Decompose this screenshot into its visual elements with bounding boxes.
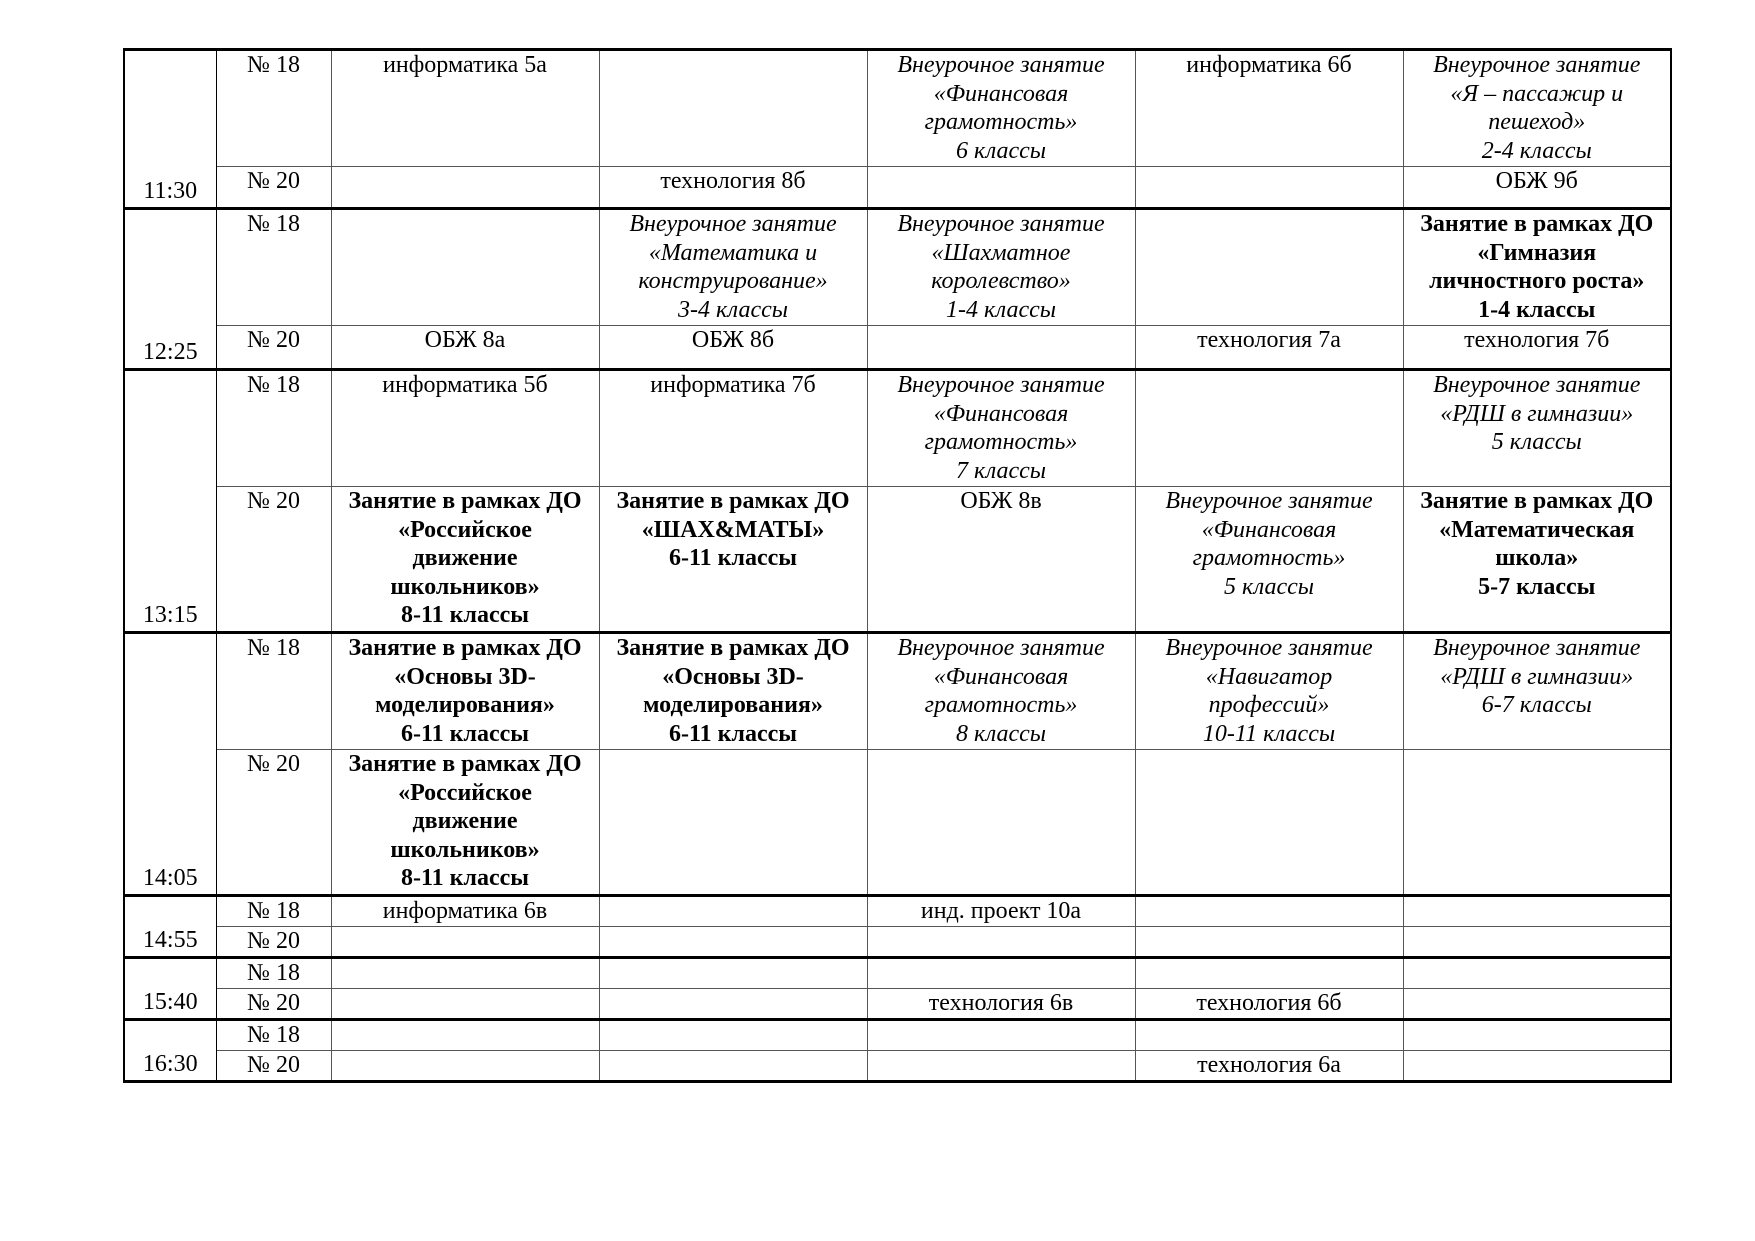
class-cell <box>599 167 867 209</box>
class-cell-line: технология 6а <box>1197 1052 1341 1078</box>
room-cell: № 20 <box>216 1051 331 1082</box>
class-cell <box>1403 633 1671 750</box>
room-cell: № 20 <box>216 326 331 370</box>
class-cell <box>599 487 867 633</box>
class-cell-line: школьников» <box>390 573 540 600</box>
class-cell-line: технология 6в <box>928 990 1074 1016</box>
class-cell-line: «Математика и <box>648 239 818 266</box>
class-cell <box>867 750 1135 896</box>
room-cell: № 20 <box>216 750 331 896</box>
class-cell-line: Внеурочное занятие <box>1165 635 1373 661</box>
class-cell <box>1135 167 1403 209</box>
class-cell-line: Внеурочное занятие <box>1433 372 1641 398</box>
table-row <box>124 1051 1671 1082</box>
class-cell <box>867 209 1135 326</box>
class-cell-line: Занятие в рамках ДО <box>348 751 582 777</box>
table-row <box>124 167 1671 209</box>
class-cell <box>1403 927 1671 958</box>
class-cell <box>1403 1020 1671 1051</box>
class-cell <box>1403 50 1671 167</box>
class-cell <box>1135 896 1403 927</box>
class-cell-line: «РДШ в гимназии» <box>1440 663 1634 690</box>
class-cell <box>331 633 599 750</box>
class-cell <box>1135 50 1403 167</box>
class-cell <box>1135 989 1403 1020</box>
class-cell-line: 5-7 классы <box>1478 573 1596 600</box>
class-cell <box>331 989 599 1020</box>
class-cell <box>1135 1020 1403 1051</box>
class-cell <box>1403 989 1671 1020</box>
class-cell <box>599 989 867 1020</box>
class-cell-line: 6-11 классы <box>668 720 797 747</box>
table-row <box>124 958 1671 989</box>
time-slot-cell: 16:30 <box>124 1020 216 1082</box>
class-cell-line: «Финансовая <box>1201 516 1337 543</box>
class-cell-line: Внеурочное занятие <box>897 211 1105 237</box>
class-cell-line: ОБЖ 8в <box>960 488 1042 514</box>
class-cell-line: «Финансовая <box>933 663 1069 690</box>
class-cell <box>331 326 599 370</box>
class-cell-line: Занятие в рамках ДО <box>348 488 582 514</box>
class-cell-line: Занятие в рамках ДО <box>616 488 850 514</box>
class-cell <box>331 896 599 927</box>
class-cell-line: технология 7а <box>1197 327 1341 353</box>
class-cell-line: инд. проект 10а <box>920 898 1082 924</box>
class-cell-line: 3-4 классы <box>677 296 788 323</box>
class-cell-line: 2-4 классы <box>1481 137 1592 164</box>
time-slot-cell: 14:05 <box>124 633 216 896</box>
class-cell-line: Занятие в рамках ДО <box>1420 488 1654 514</box>
class-cell-line: конструирование» <box>638 268 828 294</box>
table-row <box>124 750 1671 896</box>
class-cell-line: профессий» <box>1208 692 1330 718</box>
class-cell-line: 6-7 классы <box>1481 692 1592 718</box>
class-cell-line: Занятие в рамках ДО <box>616 635 850 661</box>
table-row <box>124 927 1671 958</box>
class-cell-line: пешеход» <box>1488 109 1586 135</box>
class-cell-line: информатика 6б <box>1186 52 1352 78</box>
class-cell-line: информатика 5б <box>382 372 548 398</box>
class-cell-line: 10-11 классы <box>1202 720 1336 747</box>
class-cell-line: Внеурочное занятие <box>1165 488 1373 514</box>
class-cell-line: «РДШ в гимназии» <box>1440 400 1634 427</box>
class-cell <box>1403 487 1671 633</box>
time-slot-cell: 13:15 <box>124 370 216 633</box>
class-cell <box>331 487 599 633</box>
table-row <box>124 633 1671 750</box>
class-cell-line: «Российское <box>398 516 532 543</box>
class-cell <box>1135 927 1403 958</box>
class-cell <box>867 989 1135 1020</box>
class-cell-line: грамотность» <box>1192 545 1346 571</box>
class-cell <box>867 326 1135 370</box>
class-cell-line: технология 8б <box>660 168 806 194</box>
class-cell-line: Внеурочное занятие <box>1433 635 1641 661</box>
class-cell <box>1403 209 1671 326</box>
time-slot-cell: 14:55 <box>124 896 216 958</box>
class-cell-line: ОБЖ 9б <box>1495 168 1578 194</box>
class-cell-line: Внеурочное занятие <box>897 635 1105 661</box>
schedule-table <box>123 48 1672 1083</box>
class-cell <box>867 487 1135 633</box>
table-row <box>124 1020 1671 1051</box>
class-cell-line: Занятие в рамках ДО <box>1420 211 1654 237</box>
class-cell-line: моделирования» <box>375 692 555 718</box>
class-cell <box>1135 326 1403 370</box>
room-cell: № 18 <box>216 1020 331 1051</box>
class-cell-line: 7 классы <box>955 457 1047 484</box>
class-cell-line: королевство» <box>931 268 1071 294</box>
class-cell-line: «Российское <box>398 779 532 806</box>
class-cell <box>1135 487 1403 633</box>
class-cell-line: технология 6б <box>1196 990 1342 1016</box>
table-row <box>124 487 1671 633</box>
class-cell <box>331 927 599 958</box>
class-cell <box>1403 1051 1671 1082</box>
class-cell-line: 1-4 классы <box>945 296 1056 323</box>
class-cell-line: технология 7б <box>1464 327 1610 353</box>
room-cell: № 18 <box>216 209 331 326</box>
class-cell <box>1135 633 1403 750</box>
time-slot-cell: 15:40 <box>124 958 216 1020</box>
class-cell <box>867 50 1135 167</box>
class-cell-line: информатика 6в <box>382 898 548 924</box>
class-cell-line: 8 классы <box>955 720 1047 747</box>
class-cell-line: школа» <box>1495 545 1579 571</box>
table-row <box>124 50 1671 167</box>
class-cell-line: «Навигатор <box>1205 663 1333 690</box>
class-cell-line: «Гимназия <box>1477 239 1597 266</box>
class-cell-line: 6-11 классы <box>668 545 797 571</box>
class-cell-line: движение <box>412 808 518 834</box>
class-cell-line: моделирования» <box>643 692 823 718</box>
table-row <box>124 326 1671 370</box>
class-cell-line: 5 классы <box>1223 573 1315 600</box>
class-cell <box>331 209 599 326</box>
class-cell-line: Внеурочное занятие <box>897 372 1105 398</box>
class-cell <box>599 209 867 326</box>
class-cell-line: Внеурочное занятие <box>897 52 1105 78</box>
class-cell <box>867 927 1135 958</box>
class-cell <box>1135 1051 1403 1082</box>
class-cell-line: школьников» <box>390 836 540 863</box>
class-cell <box>1403 167 1671 209</box>
room-cell: № 20 <box>216 989 331 1020</box>
class-cell <box>1403 896 1671 927</box>
class-cell-line: «Основы 3D- <box>394 663 536 690</box>
class-cell-line: «Я – пассажир и <box>1450 80 1624 107</box>
class-cell <box>867 896 1135 927</box>
class-cell-line: грамотность» <box>924 429 1078 455</box>
class-cell-line: 5 классы <box>1491 429 1582 455</box>
class-cell-line: информатика 7б <box>650 372 816 398</box>
table-row <box>124 896 1671 927</box>
class-cell-line: 8-11 классы <box>400 602 529 628</box>
room-cell: № 18 <box>216 896 331 927</box>
room-cell: № 18 <box>216 633 331 750</box>
class-cell <box>331 958 599 989</box>
class-cell <box>1403 750 1671 896</box>
class-cell <box>867 370 1135 487</box>
class-cell <box>867 1020 1135 1051</box>
class-cell-line: движение <box>412 545 518 571</box>
class-cell <box>599 927 867 958</box>
room-cell: № 20 <box>216 487 331 633</box>
table-row <box>124 370 1671 487</box>
class-cell <box>1135 209 1403 326</box>
table-row <box>124 989 1671 1020</box>
class-cell <box>599 896 867 927</box>
class-cell <box>331 1020 599 1051</box>
class-cell-line: информатика 5а <box>383 52 547 78</box>
class-cell-line: Внеурочное занятие <box>1433 52 1641 78</box>
class-cell <box>331 370 599 487</box>
class-cell-line: ОБЖ 8а <box>424 327 506 353</box>
schedule-body <box>124 50 1671 1082</box>
class-cell <box>867 958 1135 989</box>
class-cell-line: грамотность» <box>924 692 1078 718</box>
class-cell-line: «Шахматное <box>931 239 1071 266</box>
class-cell-line: «Финансовая <box>933 400 1069 427</box>
class-cell-line: 1-4 классы <box>1478 296 1596 323</box>
class-cell <box>599 50 867 167</box>
class-cell <box>599 750 867 896</box>
room-cell: № 18 <box>216 958 331 989</box>
table-row <box>124 209 1671 326</box>
class-cell-line: грамотность» <box>924 109 1078 135</box>
room-cell: № 18 <box>216 370 331 487</box>
class-cell <box>867 1051 1135 1082</box>
class-cell <box>599 1051 867 1082</box>
class-cell-line: личностного роста» <box>1429 268 1645 294</box>
class-cell <box>1135 370 1403 487</box>
class-cell <box>867 167 1135 209</box>
room-cell: № 20 <box>216 927 331 958</box>
class-cell-line: 6 классы <box>955 137 1047 164</box>
class-cell <box>331 50 599 167</box>
class-cell-line: «Математическая <box>1439 516 1635 543</box>
class-cell <box>599 633 867 750</box>
class-cell <box>599 326 867 370</box>
class-cell-line: «Основы 3D- <box>662 663 804 690</box>
class-cell-line: «ШАХ&МАТЫ» <box>641 516 825 543</box>
class-cell <box>1403 370 1671 487</box>
class-cell-line: 6-11 классы <box>400 720 529 747</box>
class-cell <box>1403 326 1671 370</box>
class-cell <box>599 370 867 487</box>
class-cell-line: ОБЖ 8б <box>691 327 775 353</box>
class-cell <box>331 167 599 209</box>
class-cell <box>1135 750 1403 896</box>
class-cell <box>599 958 867 989</box>
class-cell <box>1135 958 1403 989</box>
class-cell-line: «Финансовая <box>933 80 1069 107</box>
room-cell: № 18 <box>216 50 331 167</box>
class-cell-line: Занятие в рамках ДО <box>348 635 582 661</box>
class-cell <box>331 1051 599 1082</box>
room-cell: № 20 <box>216 167 331 209</box>
class-cell-line: 8-11 классы <box>400 865 529 891</box>
class-cell <box>1403 958 1671 989</box>
time-slot-cell: 12:25 <box>124 209 216 370</box>
class-cell <box>867 633 1135 750</box>
class-cell <box>599 1020 867 1051</box>
time-slot-cell: 11:30 <box>124 50 216 209</box>
class-cell <box>331 750 599 896</box>
class-cell-line: Внеурочное занятие <box>629 211 837 237</box>
